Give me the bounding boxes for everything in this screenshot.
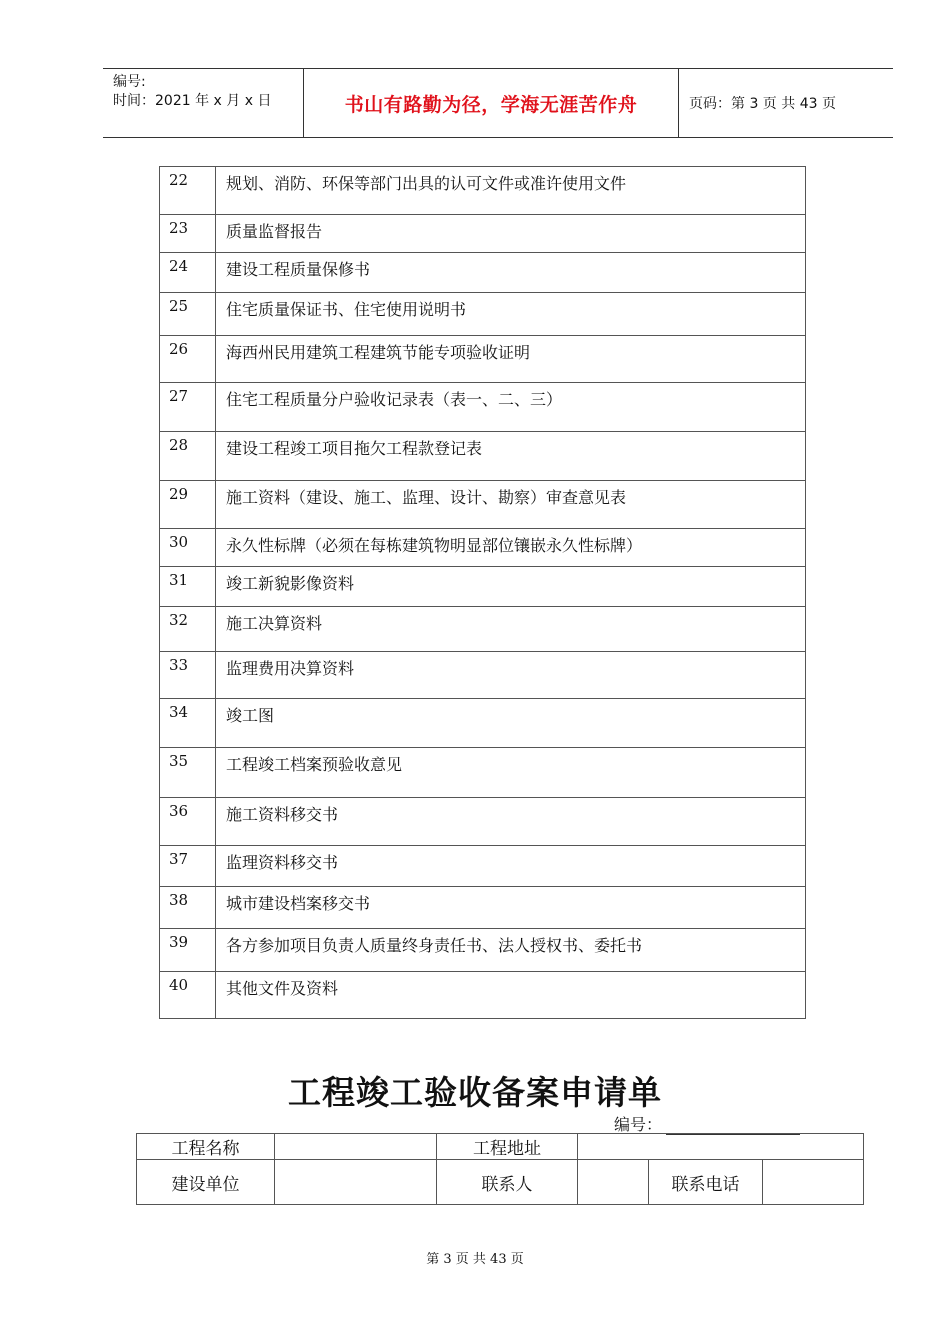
table-row <box>160 699 806 748</box>
table-row <box>160 481 806 529</box>
table-row <box>160 167 806 215</box>
project-address-label: 工程地址 <box>437 1134 578 1160</box>
table-row <box>160 652 806 699</box>
contact-value <box>578 1160 649 1205</box>
header-meta <box>113 73 271 111</box>
row-number: 38 <box>160 887 216 929</box>
row-number: 28 <box>160 432 216 481</box>
project-name-label: 工程名称 <box>137 1134 275 1160</box>
row-document-name: 施工资料（建设、施工、监理、设计、勘察）审查意见表 <box>216 481 806 529</box>
row-document-name: 施工资料移交书 <box>216 798 806 846</box>
table-row <box>160 887 806 929</box>
row-number: 40 <box>160 972 216 1019</box>
table-row <box>160 929 806 972</box>
row-document-name: 监理资料移交书 <box>216 846 806 887</box>
row-number: 23 <box>160 215 216 253</box>
page-header <box>103 68 893 138</box>
row-number: 27 <box>160 383 216 432</box>
row-document-name: 规划、消防、环保等部门出具的认可文件或准许使用文件 <box>216 167 806 215</box>
table-row <box>160 607 806 652</box>
form-title: 工程竣工验收备案申请单 <box>288 1073 662 1112</box>
row-document-name: 住宅质量保证书、住宅使用说明书 <box>216 293 806 336</box>
row-document-name: 各方参加项目负责人质量终身责任书、法人授权书、委托书 <box>216 929 806 972</box>
row-document-name: 质量监督报告 <box>216 215 806 253</box>
row-number: 30 <box>160 529 216 567</box>
row-document-name: 工程竣工档案预验收意见 <box>216 748 806 798</box>
table-row <box>160 383 806 432</box>
project-address-value <box>578 1134 864 1160</box>
row-document-name: 施工决算资料 <box>216 607 806 652</box>
row-number: 34 <box>160 699 216 748</box>
row-number: 31 <box>160 567 216 607</box>
row-number: 39 <box>160 929 216 972</box>
table-row <box>160 972 806 1019</box>
row-document-name: 永久性标牌（必须在每栋建筑物明显部位镶嵌永久性标牌） <box>216 529 806 567</box>
row-number: 26 <box>160 336 216 383</box>
table-row <box>160 215 806 253</box>
application-form-table <box>136 1133 864 1205</box>
row-document-name: 住宅工程质量分户验收记录表（表一、二、三） <box>216 383 806 432</box>
row-number: 35 <box>160 748 216 798</box>
row-number: 36 <box>160 798 216 846</box>
project-name-value <box>275 1134 437 1160</box>
table-row <box>160 432 806 481</box>
row-number: 37 <box>160 846 216 887</box>
contact-label: 联系人 <box>437 1160 578 1205</box>
row-number: 25 <box>160 293 216 336</box>
row-number: 29 <box>160 481 216 529</box>
form-number-label: 编号： <box>614 1115 663 1134</box>
header-page-info: 页码：第 3 页 共 43 页 <box>689 96 836 112</box>
builder-value <box>275 1160 437 1205</box>
table-row <box>160 846 806 887</box>
header-time: 时间：2021 年 x 月 x 日 <box>113 93 272 109</box>
phone-label: 联系电话 <box>649 1160 763 1205</box>
row-document-name: 其他文件及资料 <box>216 972 806 1019</box>
header-number-label: 编号: <box>113 74 146 90</box>
table-row <box>160 748 806 798</box>
form-number <box>614 1112 800 1135</box>
row-document-name: 监理费用决算资料 <box>216 652 806 699</box>
table-row <box>160 293 806 336</box>
phone-value <box>763 1160 864 1205</box>
row-document-name: 建设工程竣工项目拖欠工程款登记表 <box>216 432 806 481</box>
table-row <box>160 798 806 846</box>
header-motto: 书山有路勤为径，学海无涯苦作舟 <box>344 93 638 116</box>
document-list-table <box>159 166 806 1019</box>
row-document-name: 竣工图 <box>216 699 806 748</box>
page-footer: 第 3 页 共 43 页 <box>426 1252 524 1267</box>
row-document-name: 海西州民用建筑工程建筑节能专项验收证明 <box>216 336 806 383</box>
row-document-name: 建设工程质量保修书 <box>216 253 806 293</box>
row-number: 24 <box>160 253 216 293</box>
builder-label: 建设单位 <box>137 1160 275 1205</box>
header-divider <box>678 69 679 137</box>
row-number: 22 <box>160 167 216 215</box>
table-row <box>160 253 806 293</box>
row-number: 33 <box>160 652 216 699</box>
row-document-name: 城市建设档案移交书 <box>216 887 806 929</box>
row-document-name: 竣工新貌影像资料 <box>216 567 806 607</box>
table-row <box>160 336 806 383</box>
row-number: 32 <box>160 607 216 652</box>
table-row <box>160 567 806 607</box>
table-row <box>160 529 806 567</box>
